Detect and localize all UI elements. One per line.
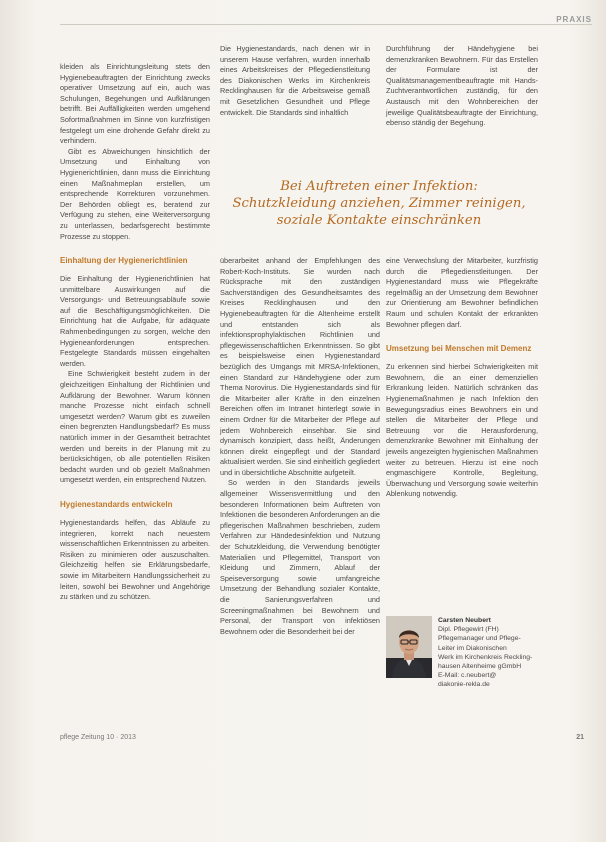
- portrait-icon: [386, 616, 432, 678]
- author-photo: [386, 616, 432, 678]
- body-paragraph: Eine Schwierigkeit besteht zudem in der gleichzeitigen Einhaltung der Richtlinien und Aufklärung der Bewohner. Warum können manche Prozesse nicht einfach schnell umgesetzt werden? Warum gibt es zuweilen einen begrenzten Handlungsbedarf? Es muss natürlich immer in der Gesamtheit betrachtet werden und bereits in der Planung mit zu berücksichtigen, ob alle potentiellen Risiken bedacht wurden und ob gezielt Maßnahmen umgesetzt werden, ein entsprechend Nutzen.: [60, 369, 210, 485]
- body-paragraph: Die Hygienestandards, nach denen wir in unserem Hause verfahren, wurden innerhalb eines Arbeitskreises der Pflegedienstleitung des Diakonischen Werks im Kirchenkreis Recklinghausen für die Arbeitsweise gemäß mit Gesetzlichen Gesundheit und Pflege entwickelt. Die Standards sind inhaltlich: [220, 44, 370, 117]
- column-2-top: [220, 44, 370, 174]
- pull-quote-line: soziale Kontakte einschränken: [276, 213, 482, 228]
- author-details: [438, 616, 532, 690]
- author-line: Pflegemanager und Pflege-: [438, 635, 521, 643]
- publication-info: pflege Zeitung 10 · 2013: [60, 734, 136, 741]
- section-heading: Hygienestandards entwickeln: [60, 499, 173, 509]
- column-1: [60, 62, 210, 602]
- author-bio: [386, 616, 566, 689]
- body-paragraph: Die Einhaltung der Hygienerichtlinien hat unmittelbare Auswirkungen auf die Versorgungs- und Betreuungsabläufe sowie auf die Beschäftigungsmöglichkeiten. Die Einrichtung hat die Aufgabe, für adäquate Rahmenbedingungen zu sorgen, welche den Hygieneanforderungen entsprechen. Festgelegte Standards müssen eingehalten werden.: [60, 274, 210, 368]
- column-3-top: [386, 44, 538, 174]
- body-paragraph: Hygienestandards helfen, das Abläufe zu integrieren, korrekt nach neuestem wissenschaftlichen Erkenntnissen zu arbeiten. Risiken zu minimieren oder auszuschalten. Gleichzeitig helfen sie Erklärungsbedarfe, sowie im Mitarbeitern Handlungssicherheit zu leiten, sowohl bei Bewohner und Angehörige zu stärken und zu schützen.: [60, 517, 210, 602]
- column-3-bottom: [386, 256, 538, 576]
- pull-quote: [220, 178, 538, 229]
- author-email-line: E-Mail: c.neubert@: [438, 672, 497, 680]
- body-paragraph: überarbeitet anhand der Empfehlungen des Robert-Koch-Instituts. Sie wurden nach Rücksprache mit den zuständigen Sachverständigen des Gesundheitsamtes des Kreises Recklinghausen und den Hygienebeauftragten für die Altenheime erstellt und entstanden sich als infektionsprophylaktischen Richtlinien und pflegewissenschaftlichen Erkenntnissen. So gibt es beispielsweise einen Hygienestandard bezüglich des Umgangs mit MRSA-Infektionen, einen Standard zur Händehygiene oder zum Thema Norovirus. Die Hygienestandards sind für die Mitarbeiter aller Kräfte in den einzelnen Bereichen offen im Intranet hinterlegt sowie in einem Ordner für die Mitarbeiter der Pflege auf jedem Wohnbereich einsehbar. Sie sind dynamisch konzipiert, dass heißt, Änderungen können direkt eingepflegt und der Standard aktualisiert werden. Sie sind einheitlich gegliedert und in übersichtliche Abschnitte aufgeteilt.: [220, 256, 380, 477]
- column-2-bottom: [220, 256, 380, 734]
- author-line: Werk im Kirchenkreis Reckling-: [438, 653, 533, 661]
- body-paragraph: eine Verwechslung der Mitarbeiter, kurzfristig durch die Pflegedienstleitungen. Der Hygienestandard muss wie Pflegekräfte regelmäßig an der Umsetzung dem Bewohner zur Orientierung am Bewohner befindlichen Raum und schulen Kontakt der erkrankten Bewohner pflegen darf.: [386, 256, 538, 329]
- body-paragraph: So werden in den Standards jeweils allgemeiner Wissensvermittlung und den besonderen Informationen beim Auftreten von Infektionen die besonderen Anforderungen an die pflegerischen Maßnahmen beschrieben, zudem Verfahren zur Händedesinfektion und Nutzung der Schutzkleidung, die Verwendung benötigter Materialien und Pflegemittel, Transport von Kleidung und Zimmern, Ablauf der Speiseversorgung sowie umfangreiche Umsetzung der Behandlung sozialer Kontakte, die Sanierungsverfahren und Screeningmaßnahmen bei Bewohnern und Personal, der Transport von infektiösen Bewohnern oder die Besonderheit bei der: [220, 478, 380, 636]
- section-label: PRAXIS: [556, 15, 592, 24]
- body-paragraph: Durchführung der Händehygiene bei demenzkranken Bewohnern. Für das Erstellen der Formulare ist der Qualitätsmanagementbeauftragte mit Hands-Zuchtverantwortlichen zuständig, für den Austausch mit den Wohnbereichen der jeweilige Qualitätsbeauftragte der Einrichtung, ebenso ständig der Begehung.: [386, 44, 538, 128]
- body-paragraph: Zu erkennen sind hierbei Schwierigkeiten mit Bewohnern, die an einer demenziellen Erkrankung leiden. Natürlich schränken das Hygienemaßnahmen je nach Infektion den Bewegungsradius eines Bewohners ein und stellen die Mitarbeiter der Pflege und Betreuung vor die Herausforderung, demenzkranke Bewohner mit Einhaltung der jeweils angezeigten hygienischen Maßnahmen weiter zu betreuen. Hierzu ist eine noch engmaschigere Kontrolle, Begleitung, Überwachung und Versorgung sowie weiterhin Ablenkung notwendig.: [386, 362, 538, 499]
- top-divider: [60, 24, 592, 25]
- author-line: hausen Altenheime gGmbH: [438, 663, 522, 671]
- section-heading: Einhaltung der Hygienerichtlinien: [60, 256, 188, 266]
- section-heading: Umsetzung bei Menschen mit Demenz: [386, 344, 532, 354]
- author-name: Carsten Neubert: [438, 617, 491, 624]
- author-line: Leiter im Diakonischen: [438, 644, 507, 652]
- pull-quote-line: Schutzkleidung anziehen, Zimmer reinigen,: [232, 196, 526, 211]
- page-number: 21: [576, 734, 584, 741]
- body-paragraph: kleiden als Einrichtungsleitung stets den Hygienebeauftragten der Einrichtung zwecks operativer Umsetzung auf ein, auch was Schulungen, Begehungen und Aufklärungen betrifft. Bei Auffälligkeiten werden umgehend Sofortmaßnahmen im Sinne von kurzfristigen festgelegt um eine drohende Gefahr direkt zu verhindern.: [60, 62, 210, 146]
- pull-quote-line: Bei Auftreten einer Infektion:: [280, 179, 478, 194]
- body-paragraph: Gibt es Abweichungen hinsichtlich der Umsetzung und Einhaltung von Hygienerichtlinien, dann muss die Einrichtung einen Maßnahmeplan erstellen, um entsprechende Korrekturen vorzunehmen. Der Behörden obliegt es, beratend zur Verfügung zu stehen, eine Weiterversorgung zu unterlassen, bedarfsgerecht bestimmte Prozesse zu stoppen.: [60, 146, 210, 241]
- author-email-line: diakonie-rekla.de: [438, 681, 490, 689]
- author-line: Dipl. Pflegewirt (FH): [438, 626, 499, 634]
